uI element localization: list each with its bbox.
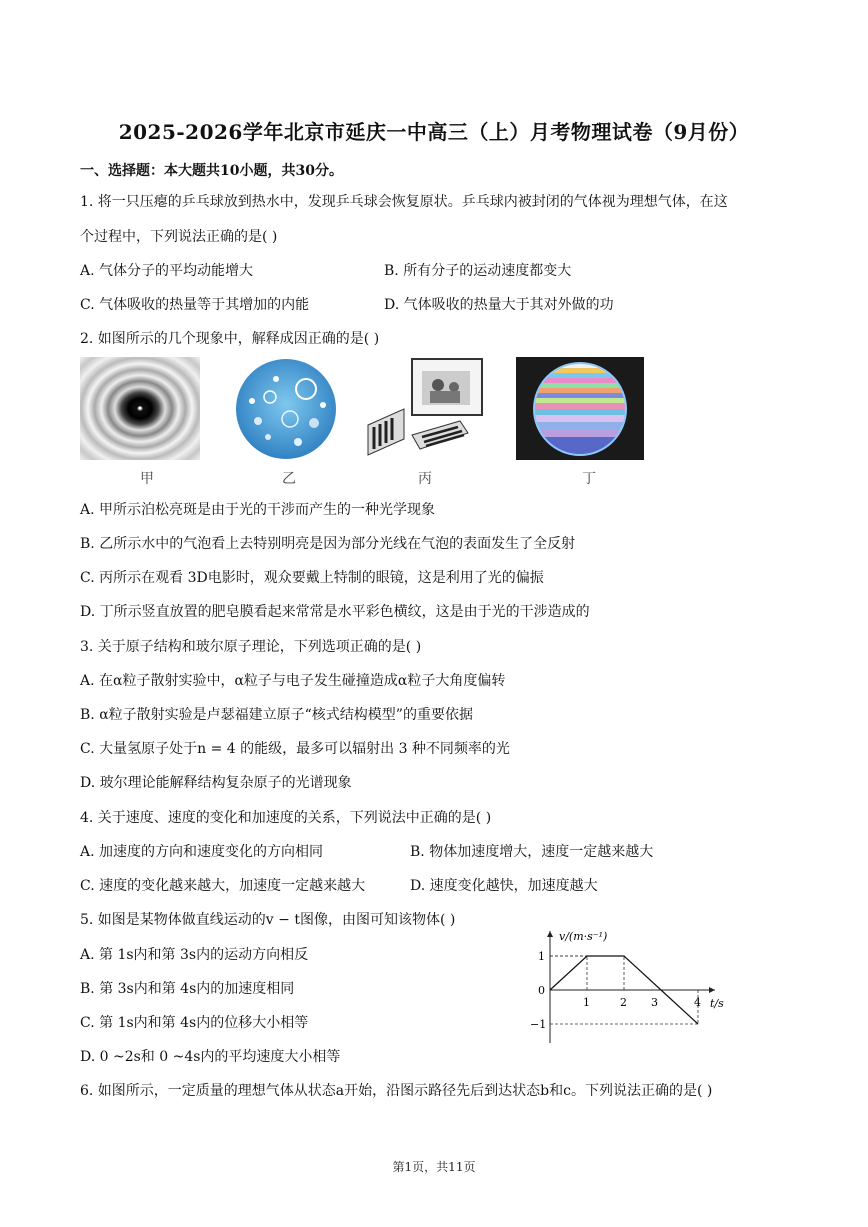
y-tick-label: 1 bbox=[538, 950, 545, 963]
q4-option-b: B. 物体加速度增大，速度一定越来越大 bbox=[410, 844, 654, 860]
bubbles-image bbox=[228, 357, 348, 460]
q1-option-b: B. 所有分子的运动速度都变大 bbox=[384, 263, 572, 279]
q5-option-d: D. 0 ~2s和 0 ~4s内的平均速度大小相等 bbox=[80, 1049, 341, 1065]
3d-movie-image bbox=[364, 357, 484, 460]
q2-option-c: C. 丙所示在观看 3D电影时，观众要戴上特制的眼镜，这是利用了光的偏振 bbox=[80, 570, 544, 586]
q4-stem: 4. 关于速度、速度的变化和加速度的关系，下列说法中正确的是( ) bbox=[80, 810, 492, 826]
caption-jia: 甲 bbox=[140, 471, 154, 487]
caption-ding: 丁 bbox=[582, 471, 596, 487]
poisson-spot-image bbox=[80, 357, 200, 460]
q3-stem: 3. 关于原子结构和玻尔原子理论，下列选项正确的是( ) bbox=[80, 639, 422, 655]
q1-option-c: C. 气体吸收的热量等于其增加的内能 bbox=[80, 297, 310, 313]
q2-option-d: D. 丁所示竖直放置的肥皂膜看起来常常是水平彩色横纹，这是由于光的干涉造成的 bbox=[80, 604, 590, 620]
q5-stem: 5. 如图是某物体做直线运动的v − t图像，由图可知该物体( ) bbox=[80, 912, 456, 928]
q1-option-a: A. 气体分子的平均动能增大 bbox=[80, 263, 254, 279]
soap-film-image bbox=[516, 357, 644, 460]
caption-yi: 乙 bbox=[282, 471, 296, 487]
y-tick-label: −1 bbox=[530, 1018, 547, 1031]
q1-stem-line1: 1. 将一只压瘪的乒乓球放到热水中，发现乒乓球会恢复原状。乒乓球内被封闭的气体视为理想气体，在这 bbox=[80, 194, 728, 210]
q1-stem-line2: 个过程中，下列说法正确的是( ) bbox=[80, 229, 278, 245]
q4-option-d: D. 速度变化越快，加速度越大 bbox=[410, 878, 598, 894]
q2-option-a: A. 甲所示泊松亮斑是由于光的干涉而产生的一种光学现象 bbox=[80, 502, 436, 518]
x-tick-label: 1 bbox=[583, 996, 590, 1009]
q5-option-b: B. 第 3s内和第 4s内的加速度相同 bbox=[80, 981, 295, 997]
vt-chart bbox=[515, 925, 735, 1050]
q6-stem: 6. 如图所示，一定质量的理想气体从状态a开始，沿图示路径先后到达状态b和c。下列说法正确的是( ) bbox=[80, 1083, 713, 1099]
q3-option-b: B. α粒子散射实验是卢瑟福建立原子“核式结构模型”的重要依据 bbox=[80, 707, 473, 723]
q1-option-d: D. 气体吸收的热量大于其对外做的功 bbox=[384, 297, 614, 313]
q2-stem: 2. 如图所示的几个现象中，解释成因正确的是( ) bbox=[80, 331, 380, 347]
y-axis-label: v/(m·s⁻¹) bbox=[559, 930, 608, 943]
x-axis-label: t/s bbox=[710, 997, 724, 1010]
q5-option-c: C. 第 1s内和第 4s内的位移大小相等 bbox=[80, 1015, 309, 1031]
x-tick-label: 3 bbox=[651, 996, 658, 1009]
caption-bing: 丙 bbox=[418, 471, 432, 487]
q3-option-d: D. 玻尔理论能解释结构复杂原子的光谱现象 bbox=[80, 775, 352, 791]
q4-option-a: A. 加速度的方向和速度变化的方向相同 bbox=[80, 844, 324, 860]
x-tick-label: 4 bbox=[694, 996, 701, 1009]
page-footer: 第1页，共11页 bbox=[392, 1160, 476, 1174]
q3-option-c: C. 大量氢原子处于n = 4 的能级，最多可以辐射出 3 种不同频率的光 bbox=[80, 741, 510, 757]
section-heading: 一、选择题：本大题共10小题，共30分。 bbox=[80, 163, 343, 179]
x-tick-label: 2 bbox=[620, 996, 627, 1009]
q2-option-b: B. 乙所示水中的气泡看上去特别明亮是因为部分光线在气泡的表面发生了全反射 bbox=[80, 536, 576, 552]
page-title: 2025-2026学年北京市延庆一中高三（上）月考物理试卷（9月份） bbox=[118, 120, 750, 144]
q3-option-a: A. 在α粒子散射实验中，α粒子与电子发生碰撞造成α粒子大角度偏转 bbox=[80, 673, 506, 689]
q5-option-a: A. 第 1s内和第 3s内的运动方向相反 bbox=[80, 947, 309, 963]
y-tick-label: 0 bbox=[538, 984, 545, 997]
q4-option-c: C. 速度的变化越来越大，加速度一定越来越大 bbox=[80, 878, 366, 894]
